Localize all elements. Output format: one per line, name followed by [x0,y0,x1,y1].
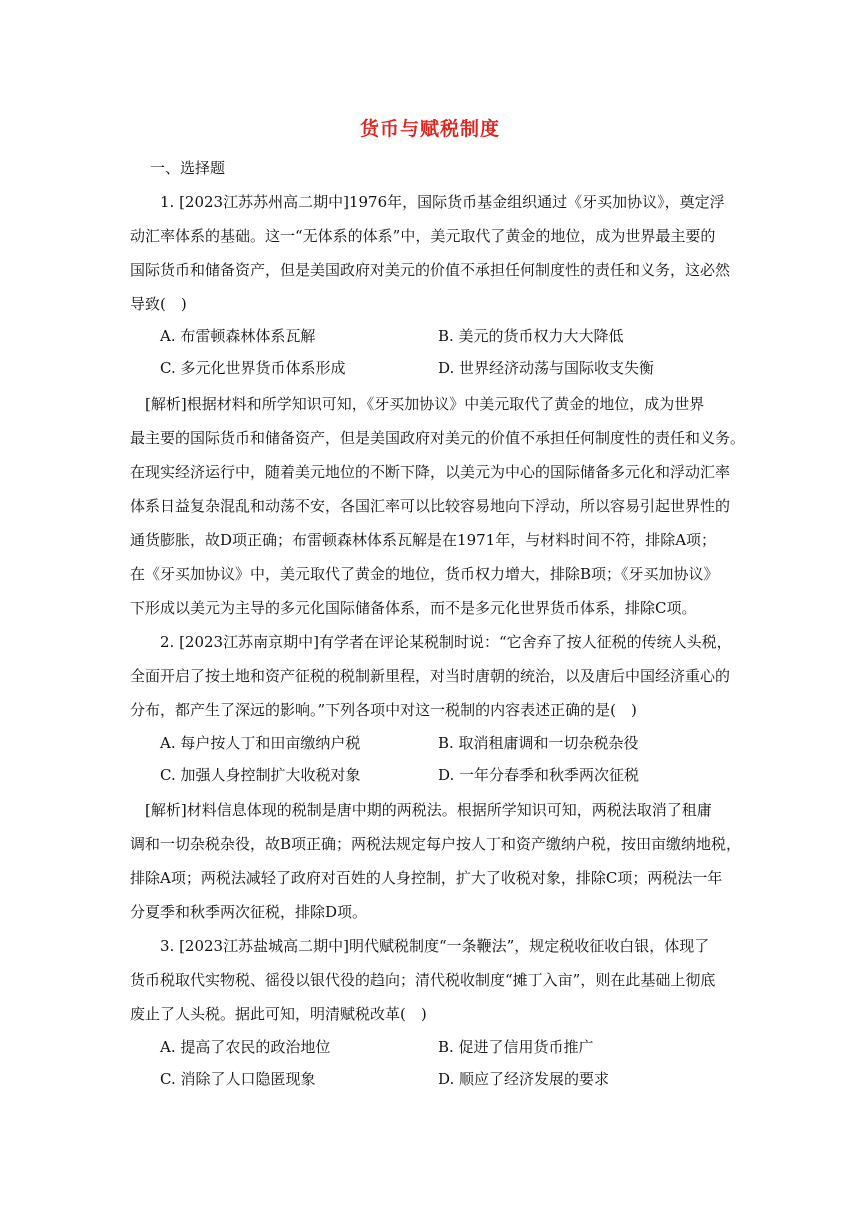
question-2-option-c: C. 加强人身控制扩大收税对象 [160,766,361,784]
question-2-option-d: D. 一年分春季和秋季两次征税 [438,766,640,784]
question-1-analysis-line: 在《牙买加协议》中，美元取代了黄金的地位，货币权力增大，排除B项；《牙买加协议》 [130,565,719,583]
question-1-analysis-line: 在现实经济运行中，随着美元地位的不断下降，以美元为中心的国际储备多元化和浮动汇率 [130,463,731,481]
question-1-line: 国际货币和储备资产，但是美国政府对美元的价值不承担任何制度性的责任和义务，这必然 [130,261,731,279]
question-1-option-c: C. 多元化世界货币体系形成 [160,359,346,377]
question-3-line: 货币税取代实物税、徭役以银代役的趋向；清代税收制度“摊丁入亩”，则在此基础上彻底 [130,971,716,989]
question-3-option-a: A. 提高了农民的政治地位 [160,1038,331,1056]
question-3-line: 3. [2023江苏盐城高二期中]明代赋税制度“一条鞭法”，规定税收征收白银，体现了 [160,937,710,955]
question-2-analysis-line: 分夏季和秋季两次征税，排除D项。 [130,903,368,921]
question-1-analysis-line: 下形成以美元为主导的多元化国际储备体系，而不是多元化世界货币体系，排除C项。 [130,599,697,617]
question-2-line: 2. [2023江苏南京期中]有学者在评论某税制时说：“它舍弃了按人征税的传统人头税， [160,633,732,651]
question-1-line: 动汇率体系的基础。这一“无体系的体系”中，美元取代了黄金的地位，成为世界最主要的 [130,227,716,245]
question-1-analysis-line: [解析]根据材料和所学知识可知，《牙买加协议》中美元取代了黄金的地位，成为世界 [145,395,705,413]
question-3-line: 废止了人头税。据此可知，明清赋税改革( ) [130,1005,427,1023]
question-3-option-c: C. 消除了人口隐匿现象 [160,1070,316,1088]
question-3-option-b: B. 促进了信用货币推广 [438,1038,594,1056]
question-1-option-d: D. 世界经济动荡与国际收支失衡 [438,359,655,377]
question-3-option-d: D. 顺应了经济发展的要求 [438,1070,610,1088]
question-2-option-b: B. 取消租庸调和一切杂税杂役 [438,734,639,752]
question-1-line: 1. [2023江苏苏州高二期中]1976年，国际货币基金组织通过《牙买加协议》，奠定浮 [160,193,725,211]
question-1-analysis-line: 体系日益复杂混乱和动荡不安，各国汇率可以比较容易地向下浮动，所以容易引起世界性的 [130,497,731,515]
question-1-line: 导致( ) [130,295,187,313]
question-1-analysis-line: 最主要的国际货币和储备资产，但是美国政府对美元的价值不承担任何制度性的责任和义务。 [130,429,746,447]
question-2-option-a: A. 每户按人丁和田亩缴纳户税 [160,734,361,752]
question-2-analysis-line: 排除A项；两税法减轻了政府对百姓的人身控制，扩大了收税对象，排除C项；两税法一年 [130,869,723,887]
section-heading: 一、选择题 [150,159,226,177]
question-1-option-b: B. 美元的货币权力大大降低 [438,327,624,345]
question-1-analysis-line: 通货膨胀，故D项正确；布雷顿森林体系瓦解是在1971年，与材料时间不符，排除A项； [130,531,717,549]
question-2-line: 全面开启了按土地和资产征税的税制新里程，对当时唐朝的统治，以及唐后中国经济重心的 [130,667,731,685]
question-1-option-a: A. 布雷顿森林体系瓦解 [160,327,316,345]
question-2-analysis-line: 调和一切杂税杂役，故B项正确；两税法规定每户按人丁和资产缴纳户税，按田亩缴纳地税， [130,835,742,853]
page-title: 货币与赋税制度 [359,118,500,140]
question-2-line: 分布，都产生了深远的影响。”下列各项中对这一税制的内容表述正确的是( ) [130,701,637,719]
question-2-analysis-line: [解析]材料信息体现的税制是唐中期的两税法。根据所学知识可知，两税法取消了租庸 [145,801,712,819]
